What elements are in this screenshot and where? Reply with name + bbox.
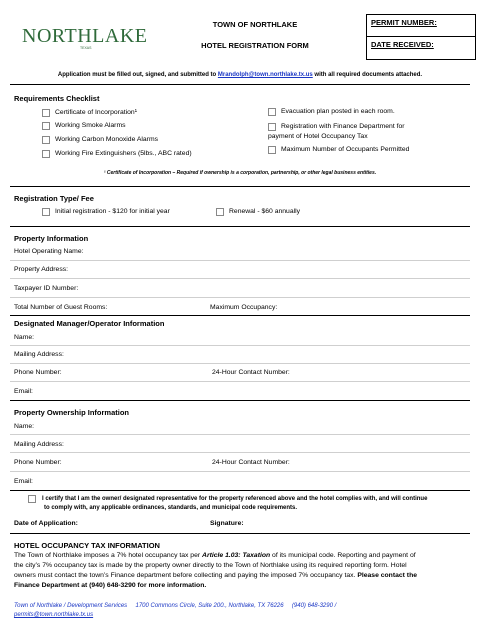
- checklist-item[interactable]: [268, 123, 405, 131]
- northlake-logo: [22, 25, 148, 56]
- signature-field[interactable]: Signature:: [210, 520, 244, 527]
- checkbox[interactable]: [42, 208, 50, 216]
- operating-name-field[interactable]: Hotel Operating Name:: [14, 248, 84, 255]
- checklist-item[interactable]: [42, 122, 126, 130]
- property-title: Property Information: [14, 234, 89, 243]
- certify-text: [42, 495, 427, 513]
- max-occupancy-field[interactable]: Maximum Occupancy:: [210, 304, 278, 311]
- checklist-label: Maximum Number of Occupants Permitted: [281, 146, 410, 153]
- field-line: [10, 452, 470, 453]
- divider: [10, 186, 470, 187]
- field-line: [10, 434, 470, 435]
- initial-registration-option[interactable]: [42, 208, 170, 216]
- divider: [10, 226, 470, 227]
- tax-line-3: [14, 571, 470, 581]
- owner-email-field[interactable]: Email:: [14, 478, 33, 485]
- guest-rooms-field[interactable]: Total Number of Guest Rooms:: [14, 304, 108, 311]
- date-received-label: DATE RECEIVED:: [367, 36, 475, 58]
- checkbox[interactable]: [42, 136, 50, 144]
- ownership-title: Property Ownership Information: [14, 408, 130, 417]
- checklist-label: Evacuation plan posted in each room.: [281, 108, 395, 115]
- field-line: [10, 297, 470, 298]
- owner-name-field[interactable]: Name:: [14, 423, 35, 430]
- tax-info-title: HOTEL OCCUPANCY TAX INFORMATION: [14, 541, 160, 550]
- checkbox[interactable]: [268, 146, 276, 154]
- certify-checkbox[interactable]: [28, 495, 36, 503]
- checklist-label: Working Smoke Alarms: [55, 122, 126, 129]
- tax-line-2: the city’s 7% occupancy tax is made by the property owner directly to the Town of Northlake using its required reporting form. Hotel: [14, 562, 407, 569]
- checklist-label-continued: payment of Hotel Occupancy Tax: [268, 133, 368, 140]
- submission-email-link[interactable]: Mrandolph@town.northlake.tx.us: [217, 72, 313, 78]
- checklist-item[interactable]: [268, 146, 409, 154]
- footer-email-link[interactable]: permits@town.northlake.tx.us: [14, 612, 94, 618]
- field-line: [10, 381, 470, 382]
- property-address-field[interactable]: Property Address:: [14, 266, 69, 273]
- renewal-option[interactable]: [216, 208, 300, 216]
- checkbox[interactable]: [42, 122, 50, 130]
- notice-after: with all required documents attached.: [312, 72, 423, 78]
- town-title: TOWN OF NORTHLAKE: [212, 20, 298, 29]
- checklist-label: Working Carbon Monoxide Alarms: [55, 136, 159, 143]
- divider: [10, 84, 470, 85]
- checklist-label: Registration with Finance Department for: [281, 123, 405, 130]
- manager-name-field[interactable]: Name:: [14, 334, 35, 341]
- divider: [10, 400, 470, 401]
- checklist-item[interactable]: [42, 136, 158, 144]
- office-use-box: [366, 14, 476, 60]
- permit-number-label: PERMIT NUMBER:: [371, 18, 437, 27]
- form-title: HOTEL REGISTRATION FORM: [201, 41, 309, 50]
- notice-before: Application must be filled out, signed, and submitted to: [57, 72, 218, 78]
- field-line: [10, 345, 470, 346]
- tax-text: The Town of Northlake imposes a 7% hotel occupancy tax per: [14, 552, 203, 559]
- checklist-label: Working Fire Extinguishers (5lbs., ABC rated): [55, 150, 192, 157]
- certify-line-2: to comply with, any applicable ordinances, standards, and municipal code requirements.: [44, 505, 298, 511]
- option-label: Renewal - $60 annually: [229, 208, 301, 215]
- logo-subtext: TEXAS: [80, 46, 92, 50]
- submission-notice: [10, 72, 470, 78]
- divider: [10, 533, 470, 534]
- field-line: [10, 260, 470, 261]
- checkbox[interactable]: [216, 208, 224, 216]
- checkbox[interactable]: [268, 108, 276, 116]
- checkbox[interactable]: [268, 123, 276, 131]
- certify-item[interactable]: [28, 495, 474, 513]
- checklist-item[interactable]: [268, 108, 395, 116]
- field-line: [10, 363, 470, 364]
- manager-phone-field[interactable]: Phone Number:: [14, 369, 62, 376]
- manager-email-field[interactable]: Email:: [14, 388, 33, 395]
- requirements-title: Requirements Checklist: [14, 94, 100, 103]
- registration-title: Registration Type/ Fee: [14, 194, 94, 203]
- tax-line-4: Finance Department at (940) 648-3290 for more information.: [14, 582, 207, 589]
- manager-24hr-field[interactable]: 24-Hour Contact Number:: [212, 369, 290, 376]
- divider: [10, 315, 470, 316]
- checklist-item[interactable]: [42, 150, 192, 158]
- footnote: ¹ Certificate of Incorporation – Required if ownership is a corporation, partnership, or other legal business entities.: [103, 170, 377, 176]
- tax-article-ref: Article 1.03: Taxation: [202, 552, 271, 559]
- owner-phone-field[interactable]: Phone Number:: [14, 459, 62, 466]
- field-line: [10, 278, 470, 279]
- field-line: [10, 471, 470, 472]
- owner-24hr-field[interactable]: 24-Hour Contact Number:: [212, 459, 290, 466]
- footer-line-1: Town of Northlake / Development Services 1700 Commons Circle, Suite 200., Northlake, TX 76226 (940) 648-3290 /: [14, 603, 337, 609]
- option-label: Initial registration - $120 for initial year: [55, 208, 170, 215]
- tax-text: of its municipal code. Reporting and payment of: [270, 552, 416, 559]
- checklist-item[interactable]: [42, 109, 137, 117]
- tax-info-paragraph: [14, 551, 470, 591]
- manager-mailing-field[interactable]: Mailing Address:: [14, 351, 64, 358]
- owner-mailing-field[interactable]: Mailing Address:: [14, 441, 64, 448]
- tax-text: owners must contact the town’s Finance department before collecting and paying the imposed 7% occupancy tax.: [14, 572, 358, 579]
- divider: [10, 490, 470, 491]
- logo-wordmark: NORTHLAKE: [22, 25, 148, 47]
- tax-contact-bold: Please contact the: [357, 572, 417, 579]
- tax-line-1: [14, 551, 470, 561]
- checkbox[interactable]: [42, 109, 50, 117]
- checkbox[interactable]: [42, 150, 50, 158]
- taxpayer-id-field[interactable]: Taxpayer ID Number:: [14, 285, 79, 292]
- checklist-label: Certificate of Incorporation¹: [55, 109, 137, 116]
- certify-line-1: I certify that I am the owner/ designated representative for the property referenced above and the hotel complies with, and will continue: [42, 496, 428, 502]
- manager-title: Designated Manager/Operator Information: [14, 319, 165, 328]
- date-of-application-field[interactable]: Date of Application:: [14, 520, 78, 527]
